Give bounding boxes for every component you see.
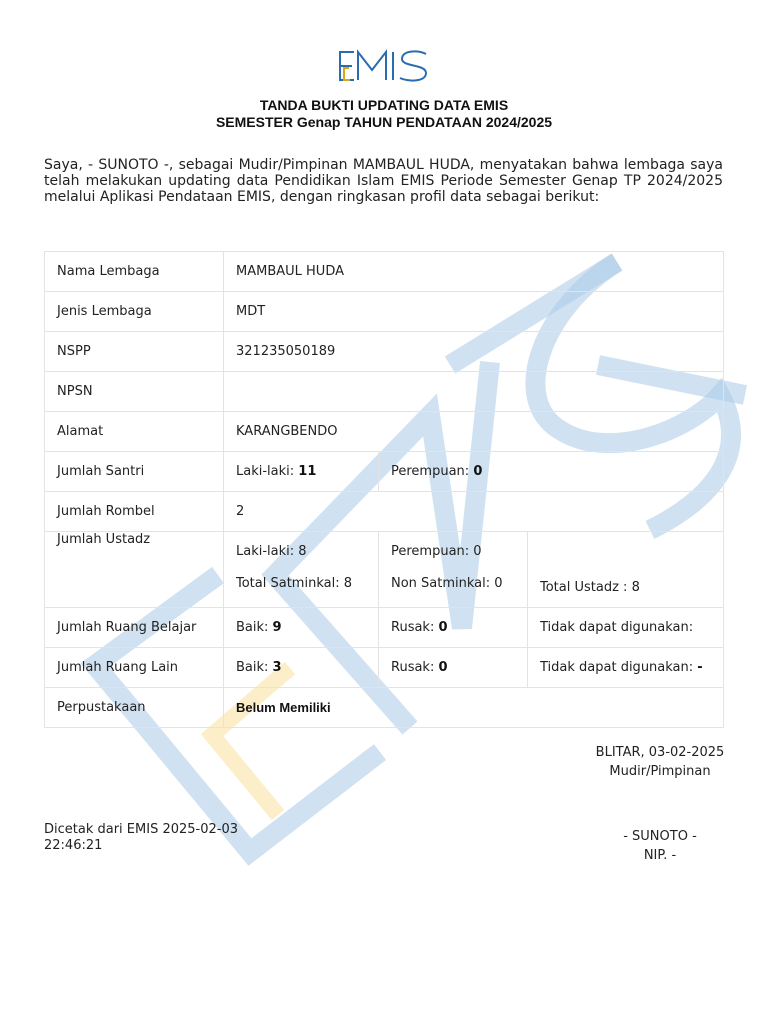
santri-perempuan: Perempuan: 0 xyxy=(379,452,724,492)
row-value: Belum Memiliki xyxy=(224,688,724,728)
ruang-lain-tidak-dapat: Tidak dapat digunakan: - xyxy=(528,648,724,688)
ruang-lain-baik: Baik: 3 xyxy=(224,648,379,688)
row-label: NSPP xyxy=(45,332,224,372)
ustadz-non-satminkal: Non Satminkal: 0 xyxy=(391,576,503,591)
printed-label: Dicetak dari EMIS 2025-02-03 xyxy=(44,822,238,837)
row-value: MDT xyxy=(224,292,724,332)
row-value: 321235050189 xyxy=(224,332,724,372)
ustadz-total: Total Ustadz : 8 xyxy=(540,580,640,595)
table-row-jumlah-rombel xyxy=(45,492,724,532)
row-value xyxy=(224,372,724,412)
table-row-ruang-lain xyxy=(45,648,724,688)
ustadz-total-satminkal: Total Satminkal: 8 xyxy=(236,576,352,591)
signature-role: Mudir/Pimpinan xyxy=(609,764,711,779)
document-title: TANDA BUKTI UPDATING DATA EMIS xyxy=(259,97,509,113)
row-label: Nama Lembaga xyxy=(45,252,224,292)
table-row-ruang-belajar xyxy=(45,608,724,648)
table-row-npsn xyxy=(45,372,724,412)
santri-laki: Laki-laki: 11 xyxy=(224,452,379,492)
intro-paragraph: Saya, - SUNOTO -, sebagai Mudir/Pimpinan MAMBAUL HUDA, menyatakan bahwa lembaga saya telah melakukan updating data Pendidikan Islam EMIS Periode Semester Genap TP 2024/2025 melalui Aplikasi Pendataan EMIS, dengan ringkasan profil data sebagai berikut: xyxy=(44,157,723,205)
row-label: Alamat xyxy=(45,412,224,452)
row-label: Jumlah Ruang Belajar xyxy=(45,608,224,648)
row-label: Jumlah Rombel xyxy=(45,492,224,532)
row-value: 2 xyxy=(224,492,724,532)
printed-info xyxy=(44,822,274,854)
signature-place-date: BLITAR, 03-02-2025 xyxy=(595,745,725,760)
ruang-belajar-baik: Baik: 9 xyxy=(224,608,379,648)
signature-nip: NIP. - xyxy=(643,848,677,863)
document-subtitle: SEMESTER Genap TAHUN PENDATAAN 2024/2025 xyxy=(215,114,553,130)
table-row-alamat xyxy=(45,412,724,452)
table-row-jenis-lembaga xyxy=(45,292,724,332)
ustadz-laki: Laki-laki: 8 xyxy=(236,544,307,559)
printed-time: 22:46:21 xyxy=(44,838,103,853)
row-value: KARANGBENDO xyxy=(224,412,724,452)
row-value: MAMBAUL HUDA xyxy=(224,252,724,292)
table-row-perpustakaan xyxy=(45,688,724,728)
signature-name: - SUNOTO - xyxy=(623,829,697,844)
ruang-belajar-rusak: Rusak: 0 xyxy=(379,608,528,648)
ustadz-perempuan-cell xyxy=(379,532,528,608)
table-row-nspp xyxy=(45,332,724,372)
ustadz-total-cell xyxy=(528,532,724,608)
table-row-jumlah-ustadz xyxy=(45,532,724,608)
row-label: Jumlah Ruang Lain xyxy=(45,648,224,688)
emis-logo xyxy=(338,48,430,84)
row-label: Perpustakaan xyxy=(45,688,224,728)
row-label: Jumlah Santri xyxy=(45,452,224,492)
row-label: Jenis Lembaga xyxy=(45,292,224,332)
table-row-jumlah-santri xyxy=(45,452,724,492)
profile-table xyxy=(44,251,724,728)
ruang-lain-rusak: Rusak: 0 xyxy=(379,648,528,688)
ruang-belajar-tidak-dapat: Tidak dapat digunakan: xyxy=(528,608,724,648)
table-row-nama-lembaga xyxy=(45,252,724,292)
row-label: NPSN xyxy=(45,372,224,412)
row-label: Jumlah Ustadz xyxy=(45,532,224,608)
ustadz-laki-cell xyxy=(224,532,379,608)
ustadz-perempuan: Perempuan: 0 xyxy=(391,544,482,559)
